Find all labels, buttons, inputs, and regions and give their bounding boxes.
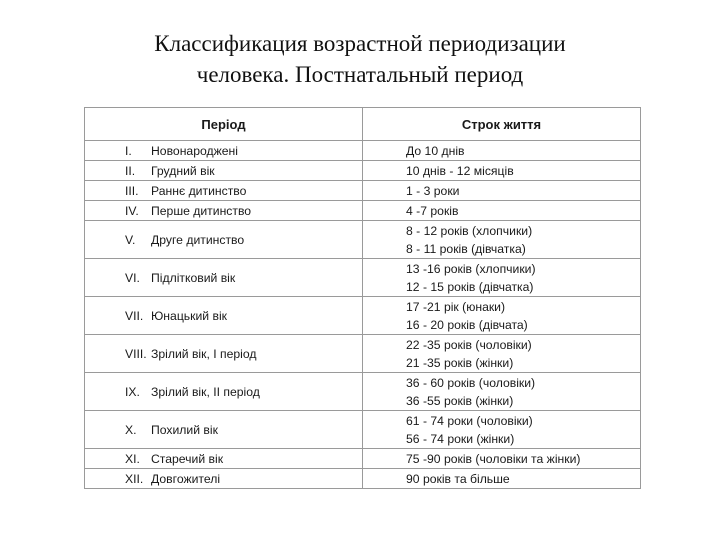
table-row [85, 469, 641, 489]
period-cell [85, 449, 363, 469]
period-name: Підлітковий вік [151, 270, 236, 285]
lifespan-cell [363, 449, 641, 469]
lifespan-value: 61 - 74 роки (чоловіки) [406, 413, 533, 428]
slide-title-line-2: человека. Постнатальный период [196, 62, 524, 87]
table-body [85, 141, 641, 489]
period-name: Зрілий вік, ІІ період [151, 384, 260, 399]
period-name: Старечий вік [151, 451, 224, 466]
period-name: Грудний вік [151, 163, 215, 178]
table-header-row [85, 108, 641, 141]
table-row [85, 335, 641, 373]
period-number: X. [125, 422, 137, 437]
header-lifespan: Строк життя [363, 108, 641, 141]
period-number: III. [125, 183, 139, 198]
period-name: Раннє дитинство [151, 183, 247, 198]
period-cell [85, 221, 363, 259]
lifespan-value: 36 - 60 років (чоловіки) [406, 375, 536, 390]
table-row [85, 449, 641, 469]
period-name: Зрілий вік, І період [151, 346, 257, 361]
period-number: V. [125, 232, 136, 247]
header-period: Період [85, 108, 363, 141]
periodization-table [84, 107, 641, 489]
table-row [85, 201, 641, 221]
lifespan-cell [363, 373, 641, 411]
period-name: Довгожителі [151, 471, 221, 486]
periodization-table-container [84, 107, 640, 489]
period-cell [85, 181, 363, 201]
period-cell [85, 259, 363, 297]
lifespan-cell [363, 411, 641, 449]
lifespan-value: 56 - 74 роки (жінки) [406, 431, 515, 446]
period-name: Новонароджені [151, 143, 238, 158]
period-number: VIII. [125, 346, 147, 361]
period-name: Перше дитинство [151, 203, 252, 218]
lifespan-cell [363, 141, 641, 161]
lifespan-value: 17 -21 рік (юнаки) [406, 299, 506, 314]
lifespan-value: 22 -35 років (чоловіки) [406, 337, 532, 352]
period-number: I. [125, 143, 132, 158]
lifespan-value: 16 - 20 років (дівчата) [406, 317, 528, 332]
lifespan-value: 12 - 15 років (дівчатка) [406, 279, 534, 294]
period-number: XII. [125, 471, 144, 486]
lifespan-value: До 10 днів [406, 143, 465, 158]
lifespan-cell [363, 335, 641, 373]
lifespan-value: 1 - 3 роки [406, 183, 460, 198]
period-name: Друге дитинство [151, 232, 245, 247]
period-number: II. [125, 163, 136, 178]
lifespan-cell [363, 161, 641, 181]
table-row [85, 141, 641, 161]
period-cell [85, 469, 363, 489]
lifespan-cell [363, 469, 641, 489]
period-cell [85, 297, 363, 335]
table-row [85, 373, 641, 411]
lifespan-cell [363, 221, 641, 259]
lifespan-value: 90 років та більше [406, 471, 510, 486]
period-number: XI. [125, 451, 140, 466]
period-name: Юнацький вік [151, 308, 227, 323]
lifespan-value: 13 -16 років (хлопчики) [406, 261, 536, 276]
lifespan-value: 8 - 12 років (хлопчики) [406, 223, 533, 238]
table-row [85, 221, 641, 259]
lifespan-cell [363, 259, 641, 297]
table-row [85, 259, 641, 297]
lifespan-value: 75 -90 років (чоловіки та жінки) [406, 451, 581, 466]
table-row [85, 411, 641, 449]
period-number: IV. [125, 203, 139, 218]
period-number: IX. [125, 384, 140, 399]
period-cell [85, 141, 363, 161]
slide-title [0, 28, 720, 90]
period-number: VII. [125, 308, 144, 323]
period-cell [85, 161, 363, 181]
slide-title-line-1: Классификация возрастной периодизации [154, 31, 566, 56]
lifespan-cell [363, 297, 641, 335]
period-cell [85, 373, 363, 411]
lifespan-cell [363, 201, 641, 221]
period-cell [85, 411, 363, 449]
lifespan-value: 10 днів - 12 місяців [406, 163, 514, 178]
period-cell [85, 201, 363, 221]
lifespan-value: 8 - 11 років (дівчатка) [406, 241, 526, 256]
lifespan-cell [363, 181, 641, 201]
period-cell [85, 335, 363, 373]
lifespan-value: 21 -35 років (жінки) [406, 355, 514, 370]
table-row [85, 181, 641, 201]
lifespan-value: 36 -55 років (жінки) [406, 393, 514, 408]
table-row [85, 297, 641, 335]
period-number: VI. [125, 270, 140, 285]
table-row [85, 161, 641, 181]
period-name: Похилий вік [151, 422, 218, 437]
lifespan-value: 4 -7 років [406, 203, 459, 218]
